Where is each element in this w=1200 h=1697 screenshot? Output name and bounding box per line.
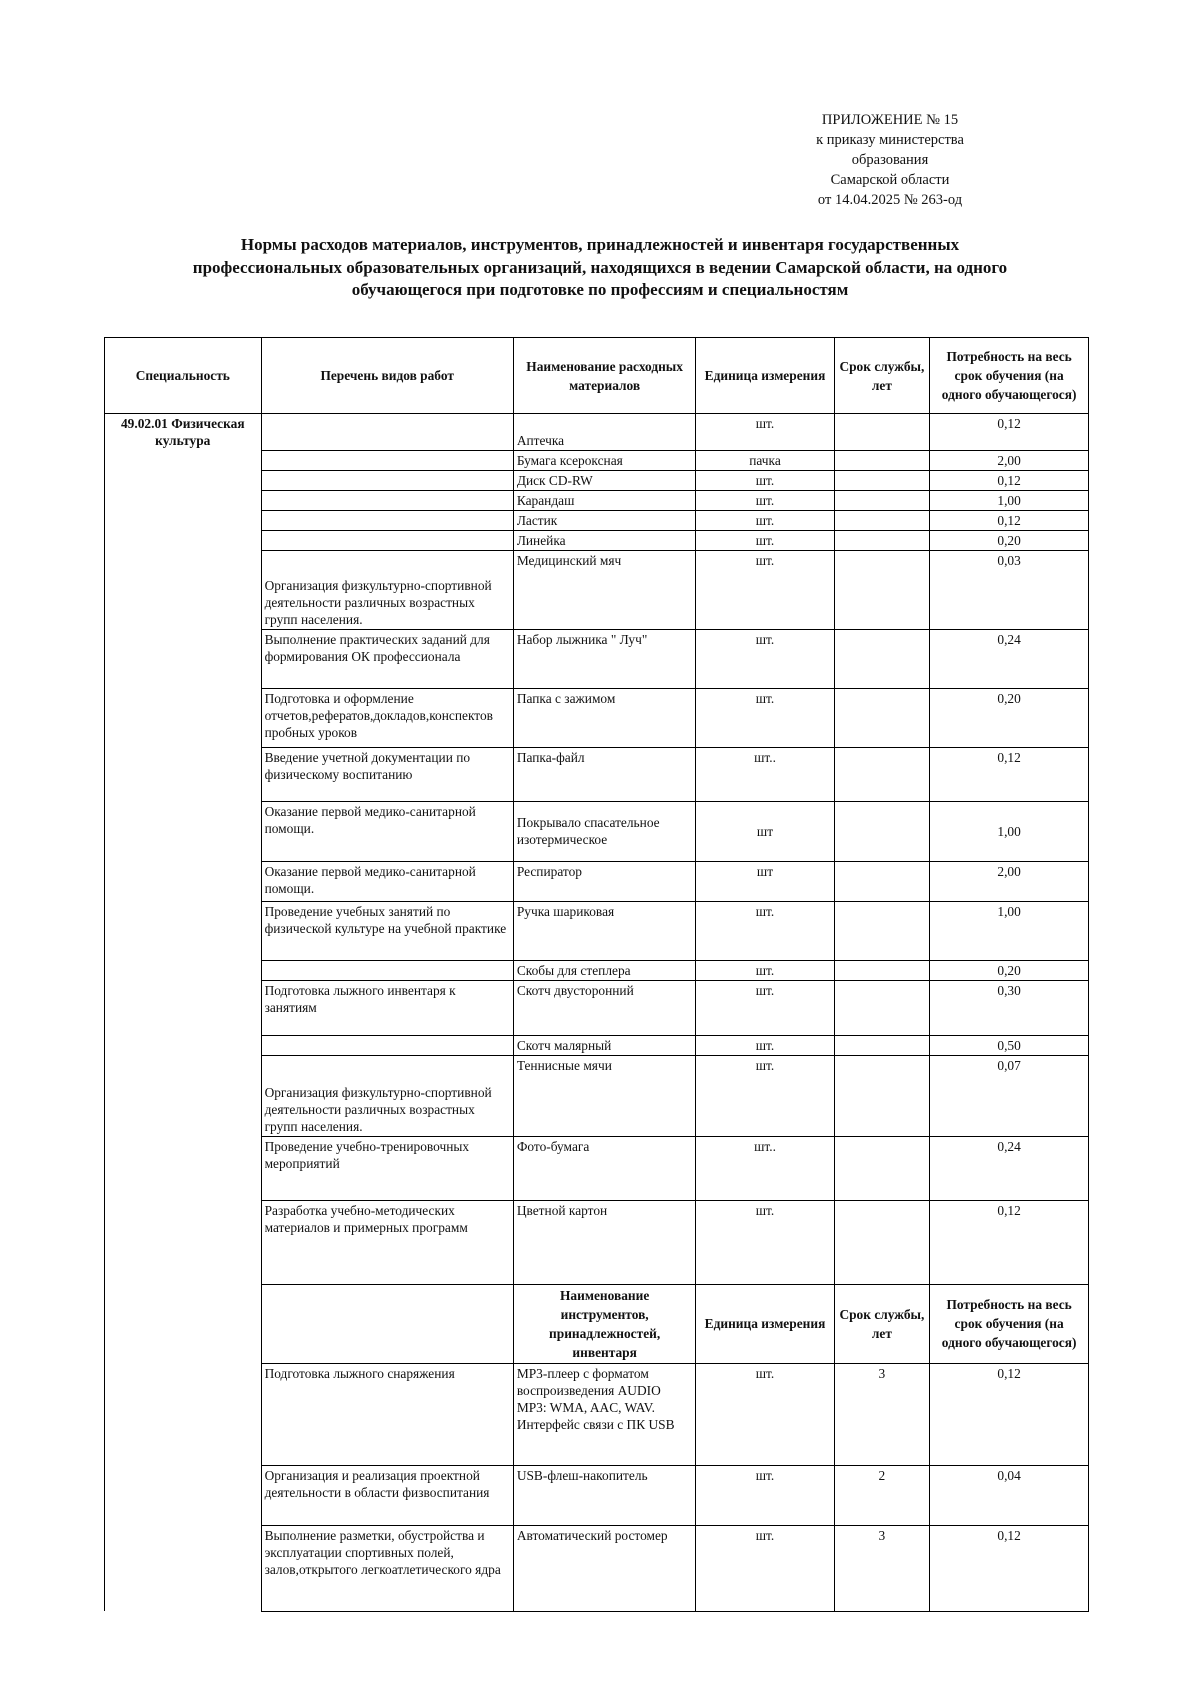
material-name-cell: Ластик [513,510,696,530]
work-type-cell: Разработка учебно-методических материалов и примерных программ [261,1200,513,1284]
specialty-cell-empty [105,1035,262,1055]
header-materials: Наименование расходных материалов [513,338,696,414]
table-row [105,688,1089,747]
appendix-block [760,110,1020,210]
specialty-cell-empty [105,861,262,901]
need-cell: 0,12 [930,414,1089,451]
appendix-number: ПРИЛОЖЕНИЕ № 15 [821,112,959,128]
title-line-2: профессиональных образовательных организаций, находящихся в ведении Самарской области, на одного [192,257,1008,277]
work-type-cell [261,530,513,550]
need-cell: 0,20 [930,688,1089,747]
need-cell: 0,24 [930,629,1089,688]
norms-table [104,337,1089,1612]
header-work-types: Перечень видов работ [261,338,513,414]
need-cell: 0,12 [930,1200,1089,1284]
specialty-cell-empty [105,1136,262,1200]
material-name-cell: Папка-файл [513,747,696,801]
service-life-cell [834,510,930,530]
service-life-cell [834,980,930,1035]
work-type-cell: Подготовка лыжного инвентаря к занятиям [261,980,513,1035]
need-cell: 1,00 [930,490,1089,510]
header-tools: Наименование инструментов, принадлежностей, инвентаря [513,1284,696,1363]
table-row [105,747,1089,801]
work-type-cell [261,414,513,451]
table-row [105,550,1089,629]
service-life-cell [834,861,930,901]
table-row [105,1363,1089,1465]
service-life-cell [834,1055,930,1136]
unit-cell: шт. [696,530,834,550]
need-cell: 0,12 [930,510,1089,530]
work-type-cell: Выполнение практических заданий для формирования ОК профессионала [261,629,513,688]
specialty-cell-empty [105,801,262,861]
service-life-cell: 2 [834,1465,930,1525]
table-row [105,1465,1089,1525]
table-row [105,901,1089,960]
unit-cell: шт. [696,550,834,629]
document-title [110,234,1090,302]
header-tools-unit: Единица измерения [696,1284,834,1363]
need-cell: 0,04 [930,1465,1089,1525]
service-life-cell [834,901,930,960]
material-name-cell: Набор лыжника " Луч" [513,629,696,688]
specialty-cell-empty [105,470,262,490]
table-row [105,960,1089,980]
material-name-cell: Ручка шариковая [513,901,696,960]
specialty-cell-empty [105,1465,262,1525]
specialty-cell-empty [105,510,262,530]
service-life-cell [834,688,930,747]
unit-cell: шт. [696,414,834,451]
header-tools-service-life: Срок службы, лет [834,1284,930,1363]
unit-cell: шт. [696,510,834,530]
unit-cell: шт [696,861,834,901]
work-type-cell: Введение учетной документации по физическому воспитанию [261,747,513,801]
specialty-cell-empty [105,550,262,629]
header-unit: Единица измерения [696,338,834,414]
need-cell: 2,00 [930,861,1089,901]
unit-cell: шт. [696,688,834,747]
unit-cell: шт. [696,490,834,510]
work-type-cell [261,1035,513,1055]
header-service-life: Срок службы, лет [834,338,930,414]
service-life-cell [834,470,930,490]
need-cell: 0,30 [930,980,1089,1035]
need-cell: 0,50 [930,1035,1089,1055]
need-cell: 0,12 [930,747,1089,801]
specialty-cell-empty [105,980,262,1035]
work-type-cell: Организация и реализация проектной деятельности в области физвоспитания [261,1465,513,1525]
table-row [105,530,1089,550]
unit-cell: шт. [696,980,834,1035]
service-life-cell [834,960,930,980]
specialty-cell-empty [105,1525,262,1611]
work-type-cell [261,490,513,510]
header-tools-need: Потребность на весь срок обучения (на одного обучающегося) [930,1284,1089,1363]
service-life-cell [834,1200,930,1284]
unit-cell: шт. [696,960,834,980]
table-row [105,1055,1089,1136]
work-type-cell: Проведение учебных занятий по физической культуре на учебной практике [261,901,513,960]
material-name-cell: Скотч малярный [513,1035,696,1055]
specialty-cell-empty [105,960,262,980]
table-row [105,1136,1089,1200]
unit-cell: шт [696,801,834,861]
material-name-cell: Папка с зажимом [513,688,696,747]
specialty-cell: 49.02.01 Физическая культура [105,414,262,451]
material-name-cell: Респиратор [513,861,696,901]
unit-cell: шт. [696,470,834,490]
need-cell: 0,07 [930,1055,1089,1136]
service-life-cell [834,1136,930,1200]
appendix-order-line: к приказу министерства [816,132,964,148]
work-type-cell [261,510,513,530]
unit-cell: шт. [696,901,834,960]
need-cell: 2,00 [930,450,1089,470]
table-row [105,450,1089,470]
service-life-cell [834,530,930,550]
service-life-cell: 3 [834,1525,930,1611]
unit-cell: шт.. [696,1136,834,1200]
specialty-cell-empty [105,530,262,550]
material-name-cell: Аптечка [513,414,696,451]
header-row [105,338,1089,414]
table-row [105,490,1089,510]
need-cell: 1,00 [930,901,1089,960]
need-cell: 0,12 [930,1525,1089,1611]
table-row [105,414,1089,451]
specialty-cell-empty [105,1200,262,1284]
work-type-cell: Оказание первой медико-санитарной помощи. [261,861,513,901]
work-type-cell [261,960,513,980]
work-type-cell: Оказание первой медико-санитарной помощи. [261,801,513,861]
material-name-cell: Фото-бумага [513,1136,696,1200]
service-life-cell [834,801,930,861]
need-cell: 0,20 [930,960,1089,980]
need-cell: 0,20 [930,530,1089,550]
material-name-cell: Покрывало спасательное изотермическое [513,801,696,861]
table-row [105,861,1089,901]
appendix-region-line: Самарской области [830,172,950,188]
unit-cell: шт. [696,1363,834,1465]
work-type-cell: Выполнение разметки, обустройства и эксплуатации спортивных полей, залов,открытого легкоатлетического ядра [261,1525,513,1611]
service-life-cell [834,1035,930,1055]
material-name-cell: Линейка [513,530,696,550]
work-type-cell: Организация физкультурно-спортивной деятельности различных возрастных групп населения. [261,550,513,629]
material-name-cell: Медицинский мяч [513,550,696,629]
need-cell: 0,12 [930,470,1089,490]
appendix-date-line: от 14.04.2025 № 263-од [817,192,963,208]
table-row [105,510,1089,530]
specialty-cell-empty [105,688,262,747]
tool-name-cell: MP3-плеер с форматом воспроизведения AUDIO MP3: WMA, AAC, WAV. Интерфейс связи с ПК USB [513,1363,696,1465]
unit-cell: шт. [696,1465,834,1525]
work-type-cell: Подготовка и оформление отчетов,рефератов,докладов,конспектов пробных уроков [261,688,513,747]
table-row [105,1035,1089,1055]
work-type-cell: Организация физкультурно-спортивной деятельности различных возрастных групп населения. [261,1055,513,1136]
material-name-cell: Бумага ксероксная [513,450,696,470]
service-life-cell [834,490,930,510]
table-row [105,1525,1089,1611]
work-type-cell [261,1284,513,1363]
tool-name-cell: Автоматический ростомер [513,1525,696,1611]
unit-cell: пачка [696,450,834,470]
title-line-1: Нормы расходов материалов, инструментов, принадлежностей и инвентаря государственных [240,235,960,254]
specialty-cell-empty [105,490,262,510]
work-type-cell: Подготовка лыжного снаряжения [261,1363,513,1465]
table-row [105,1200,1089,1284]
work-type-cell [261,450,513,470]
service-life-cell [834,747,930,801]
need-cell: 0,24 [930,1136,1089,1200]
title-line-3: обучающегося при подготовке по профессиям и специальностям [351,280,849,299]
table-row [105,629,1089,688]
service-life-cell [834,629,930,688]
material-name-cell: Карандаш [513,490,696,510]
specialty-cell-empty [105,901,262,960]
material-name-cell: Теннисные мячи [513,1055,696,1136]
table-row [105,801,1089,861]
header-specialty: Специальность [105,338,262,414]
unit-cell: шт. [696,1035,834,1055]
need-cell: 0,03 [930,550,1089,629]
specialty-cell-empty [105,1284,262,1363]
unit-cell: шт. [696,1055,834,1136]
specialty-cell-empty [105,1363,262,1465]
unit-cell: шт.. [696,747,834,801]
unit-cell: шт. [696,1200,834,1284]
tool-name-cell: USB-флеш-накопитель [513,1465,696,1525]
material-name-cell: Цветной картон [513,1200,696,1284]
need-cell: 0,12 [930,1363,1089,1465]
unit-cell: шт. [696,1525,834,1611]
service-life-cell: 3 [834,1363,930,1465]
work-type-cell: Проведение учебно-тренировочных мероприятий [261,1136,513,1200]
service-life-cell [834,414,930,451]
unit-cell: шт. [696,629,834,688]
service-life-cell [834,550,930,629]
appendix-ministry-line: образования [851,152,929,168]
specialty-cell-empty [105,629,262,688]
material-name-cell: Скобы для степлера [513,960,696,980]
material-name-cell: Скотч двусторонний [513,980,696,1035]
header-need: Потребность на весь срок обучения (на одного обучающегося) [930,338,1089,414]
table-row [105,980,1089,1035]
material-name-cell: Диск CD-RW [513,470,696,490]
work-type-cell [261,470,513,490]
specialty-cell-empty [105,450,262,470]
table-row [105,470,1089,490]
service-life-cell [834,450,930,470]
specialty-cell-empty [105,1055,262,1136]
tools-header-row [105,1284,1089,1363]
need-cell: 1,00 [930,801,1089,861]
specialty-cell-empty [105,747,262,801]
